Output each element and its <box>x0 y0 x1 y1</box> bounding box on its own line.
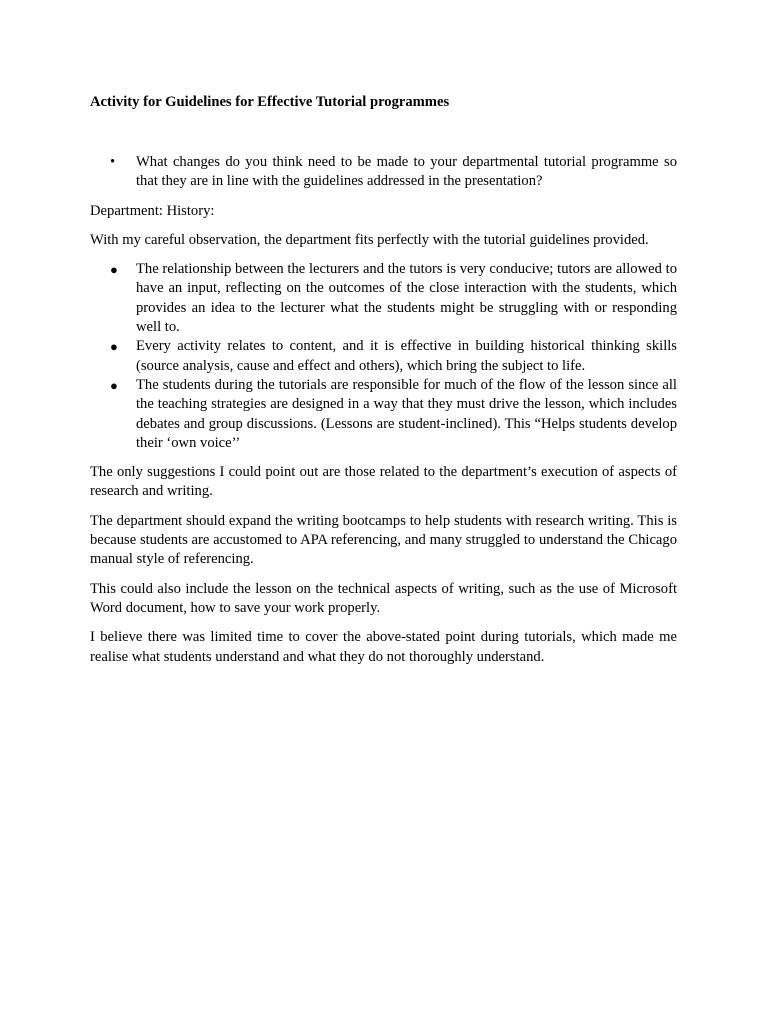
question-text: What changes do you think need to be made to your departmental tutorial programme so that they are in line with the guidelines addressed in the presentation? <box>136 154 677 190</box>
bullet-icon: • <box>110 154 116 170</box>
list-item <box>90 260 677 337</box>
bullet-icon: ● <box>110 262 118 278</box>
body-paragraph: The department should expand the writing bootcamps to help students with research writing. This is because students are accustomed to APA referencing, and many struggled to understand the Chicago manual style of referencing. <box>90 512 677 568</box>
list-item-text: The students during the tutorials are responsible for much of the flow of the lesson since all the teaching strategies are designed in a way that they must drive the lesson, which includes debates and group discussions. (Lessons are student-inclined). This “Helps students develop their ‘own voice’’ <box>136 376 677 451</box>
body-paragraph: The only suggestions I could point out are those related to the department’s execution of aspects of research and writing. <box>90 464 677 500</box>
body-paragraph: I believe there was limited time to cover the above-stated point during tutorials, which made me realise what students understand and what they do not thoroughly understand. <box>90 629 677 665</box>
body-paragraph: This could also include the lesson on the technical aspects of writing, such as the use of Microsoft Word document, how to save your work properly. <box>90 580 677 616</box>
document-page <box>90 92 677 677</box>
question-list <box>90 153 677 192</box>
bullet-icon: ● <box>110 377 118 393</box>
bullet-icon: ● <box>110 339 118 355</box>
list-item <box>90 376 677 453</box>
observation-paragraph: With my careful observation, the department fits perfectly with the tutorial guidelines provided. <box>90 231 649 248</box>
list-item-text: Every activity relates to content, and it is effective in building historical thinking skills (source analysis, cause and effect and others), which bring the subject to life. <box>136 338 677 374</box>
question-item <box>90 153 677 192</box>
list-item <box>90 337 677 376</box>
document-title: Activity for Guidelines for Effective Tutorial programmes <box>90 94 450 110</box>
list-item-text: The relationship between the lecturers and the tutors is very conducive; tutors are allowed to have an input, reflecting on the outcomes of the close interaction with the students, which provides an idea to the lecturer what the students might be struggling with or responding well to. <box>136 261 677 336</box>
observation-list <box>90 260 677 453</box>
department-line: Department: History: <box>90 202 215 219</box>
